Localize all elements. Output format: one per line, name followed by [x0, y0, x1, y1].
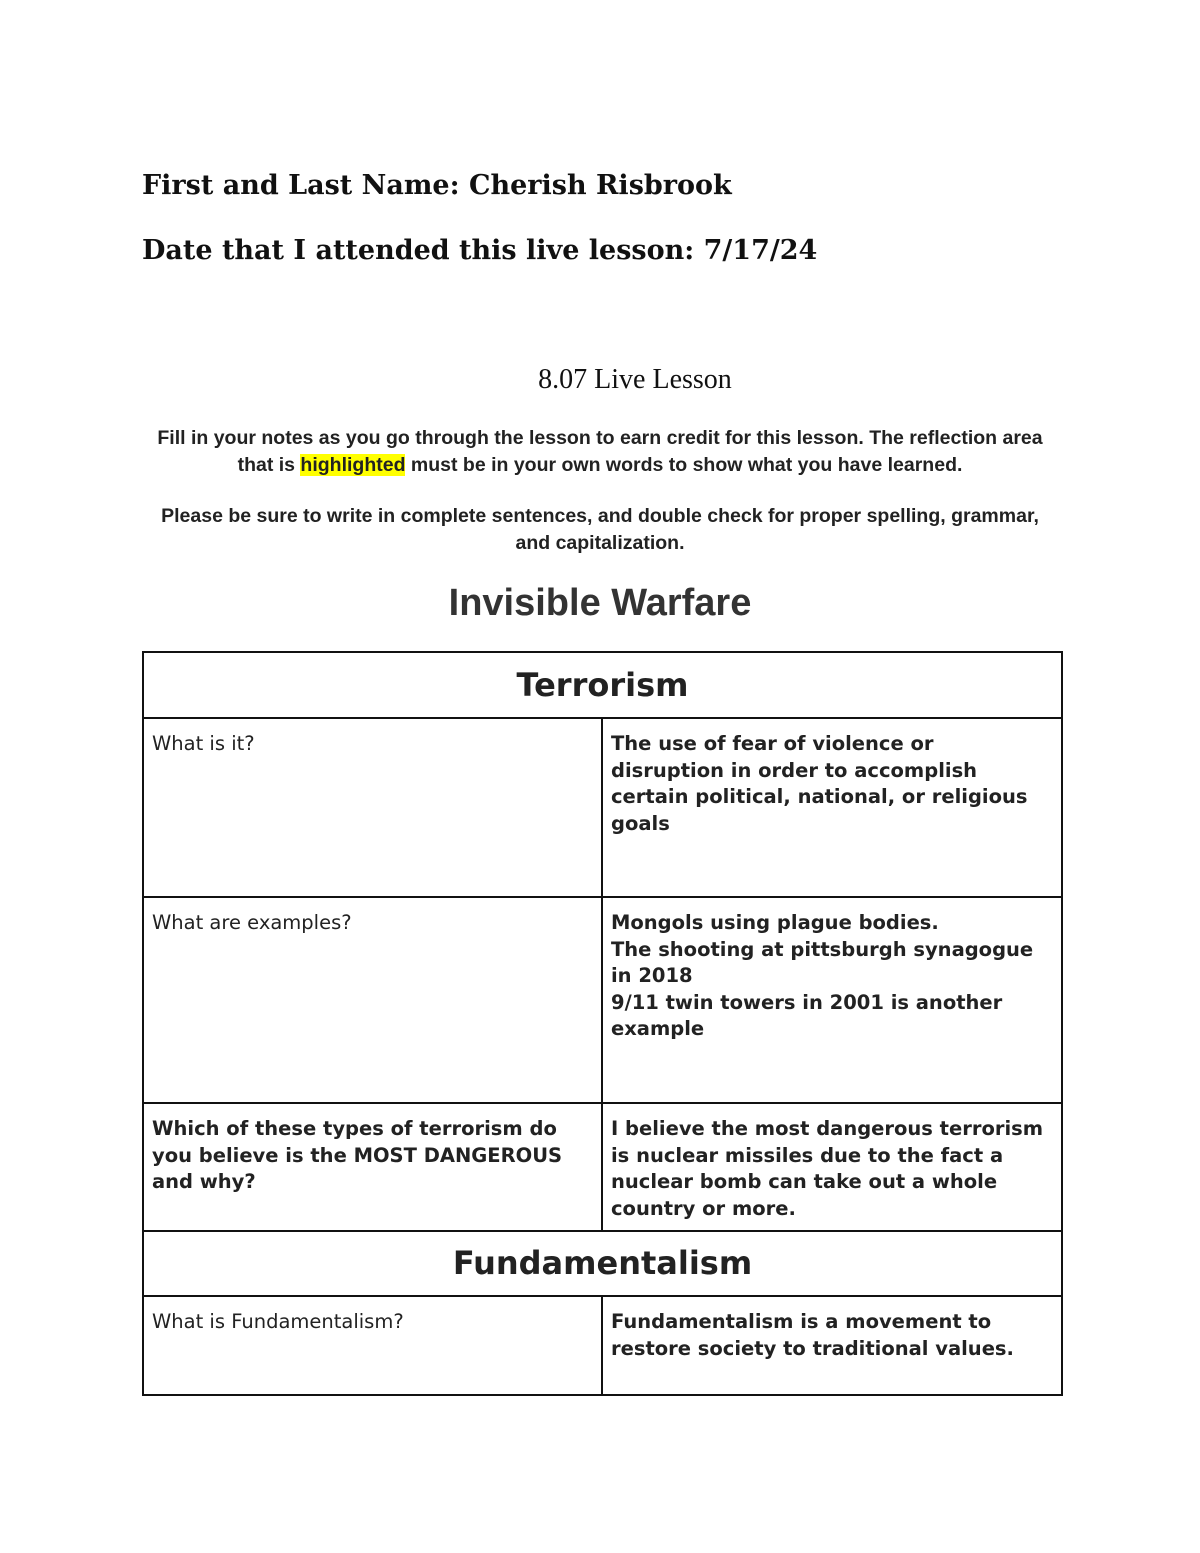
- date-label: Date that I attended this live lesson:: [142, 235, 695, 266]
- question-cell-reflection: Which of these types of terrorism do you believe is the MOST DANGEROUS and why?: [143, 1103, 602, 1231]
- table-section-header: [143, 652, 1062, 718]
- name-label: First and Last Name:: [142, 170, 460, 201]
- answer-line: Mongols using plague bodies.: [611, 911, 939, 934]
- instructions-paragraph-1: [150, 425, 1050, 479]
- instructions-paragraph-2: Please be sure to write in complete sentences, and double check for proper spelling, grammar, and capitalization.: [161, 505, 1039, 554]
- answer-line: The use of fear of violence or disruption in order to accomplish certain political, national, or religious goals: [611, 732, 1028, 835]
- answer-cell: [602, 897, 1062, 1103]
- instructions-text-after: must be in your own words to show what you have learned.: [405, 454, 963, 476]
- highlighted-word: highlighted: [300, 454, 406, 476]
- answer-line: I believe the most dangerous terrorism is nuclear missiles due to the fact a nuclear bomb can take out a whole country or more.: [611, 1117, 1044, 1220]
- name-value: Cherish Risbrook: [468, 170, 732, 201]
- date-value: 7/17/24: [703, 235, 818, 266]
- table-row: [143, 718, 1062, 897]
- instructions-text-before: Fill in your notes as you go through the lesson to earn credit for this lesson. The reflection area that is: [157, 427, 1043, 476]
- student-name-line: [142, 170, 732, 201]
- answer-line: Fundamentalism is a movement to restore society to traditional values.: [611, 1310, 1014, 1360]
- table-row: [143, 1103, 1062, 1231]
- answer-cell: [602, 1296, 1062, 1395]
- question-cell: What are examples?: [143, 897, 602, 1103]
- notes-table: [142, 651, 1063, 1396]
- fundamentalism-heading: Fundamentalism: [143, 1231, 1062, 1296]
- instructions: [150, 425, 1050, 557]
- answer-cell: [602, 718, 1062, 897]
- question-cell: What is it?: [143, 718, 602, 897]
- attendance-date-line: [142, 235, 817, 266]
- table-row: [143, 1296, 1062, 1395]
- terrorism-heading: Terrorism: [143, 652, 1062, 718]
- table-row: [143, 897, 1062, 1103]
- lesson-title: 8.07 Live Lesson: [538, 364, 732, 395]
- table-section-header: [143, 1231, 1062, 1296]
- main-title: Invisible Warfare: [448, 582, 752, 624]
- answer-line: 9/11 twin towers in 2001 is another example: [611, 990, 1003, 1040]
- answer-cell: [602, 1103, 1062, 1231]
- question-cell: What is Fundamentalism?: [143, 1296, 602, 1395]
- answer-line: The shooting at pittsburgh synagogue in 2018: [611, 937, 1034, 987]
